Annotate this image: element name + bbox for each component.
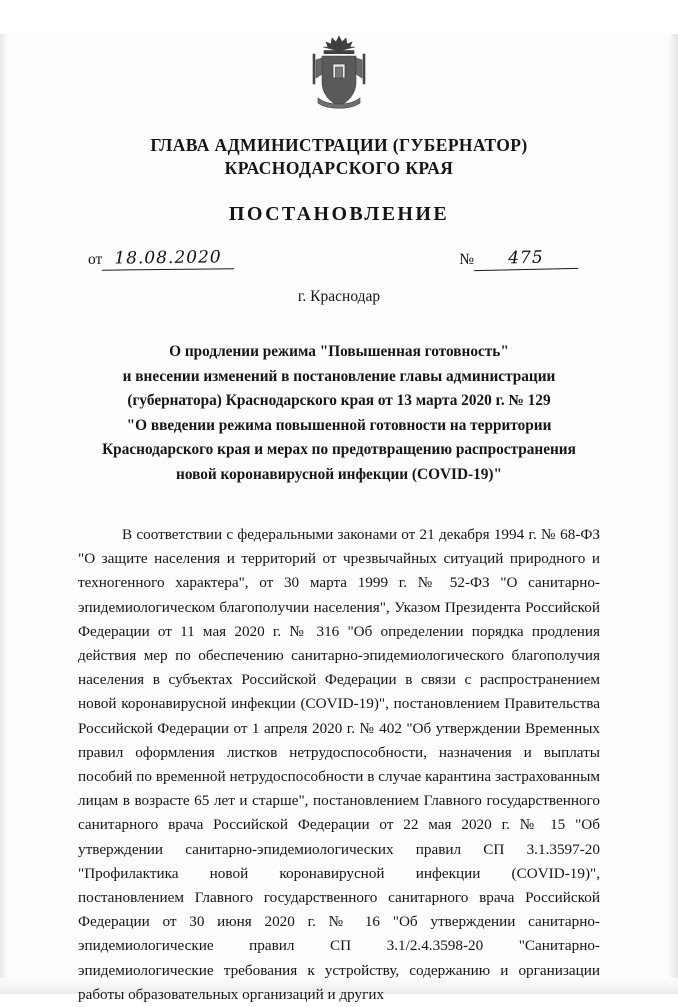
document-content <box>0 34 678 1007</box>
document-meta-row <box>78 248 600 270</box>
organization-line-1: ГЛАВА АДМИНИСТРАЦИИ (ГУБЕРНАТОР) <box>150 135 528 155</box>
date-value: 18.08.2020 <box>102 247 234 270</box>
subject-line-1: О продлении режима "Повышенная готовность" <box>169 343 509 360</box>
document-page <box>0 34 678 1003</box>
document-title-block <box>78 134 600 226</box>
organization-line-2: КРАСНОДАРСКОГО КРАЯ <box>224 158 454 178</box>
document-number-group <box>459 248 578 270</box>
number-value: 475 <box>474 247 578 271</box>
number-label: № <box>459 251 474 268</box>
subject-line-4: "О введении режима повышенной готовности на территории <box>126 416 552 434</box>
subject-line-5: Краснодарского края и мерах по предотвращению распространения <box>102 441 576 458</box>
coat-of-arms-icon <box>302 34 376 110</box>
date-label: от <box>88 251 103 268</box>
subject-line-2: и внесении изменений в постановление главы администрации <box>122 367 556 385</box>
document-type: ПОСТАНОВЛЕНИЕ <box>228 203 450 225</box>
document-body <box>78 523 600 1007</box>
body-paragraph: В соответствии с федеральными законами от 21 декабря 1994 г. № 68-ФЗ "О защите населения и территорий от чрезвычайных ситуаций природного и техногенного характера", от 30 марта 1999 г. № 52-ФЗ "О санитарно-эпидемиологическом благополучии населения", Указом Президента Российской Федерации от 11 мая 2020 г. № 316 "Об определении порядка продления действия мер по обеспечению санитарно-эпидемиологического благополучия населения в субъектах Российской Федерации в связи с распространением новой коронавирусной инфекции (COVID-19)", постановлением Правительства Российской Федерации от 1 апреля 2020 г. № 402 "Об утверждении Временных правил оформления листков нетрудоспособности, назначения и выплаты пособий по временной нетрудоспособности в случае карантина застрахованным лицам в возрасте 65 лет и старше", постановлением Главного государственного санитарного врача Российской Федерации от 22 мая 2020 г. № 15 "Об утверждении санитарно-эпидемиологических правил СП 3.1.3597-20 "Профилактика новой коронавирусной инфекции (COVID-19)", постановлением Главного государственного санитарного врача Российской Федерации от 30 июня 2020 г. № 16 "Об утверждении санитарно-эпидемиологические правил СП 3.1/2.4.3598-20 "Санитарно-эпидемиологические требования к устройству, содержанию и организации работы образовательных организаций и других <box>78 526 600 1003</box>
document-date-group <box>88 248 234 270</box>
document-subject <box>78 340 600 487</box>
city-line: г. Краснодар <box>297 288 381 305</box>
subject-line-3: (губернатора) Краснодарского края от 13 марта 2020 г. № 129 <box>127 392 551 409</box>
subject-line-6: новой коронавирусной инфекции (COVID-19)" <box>176 465 502 483</box>
